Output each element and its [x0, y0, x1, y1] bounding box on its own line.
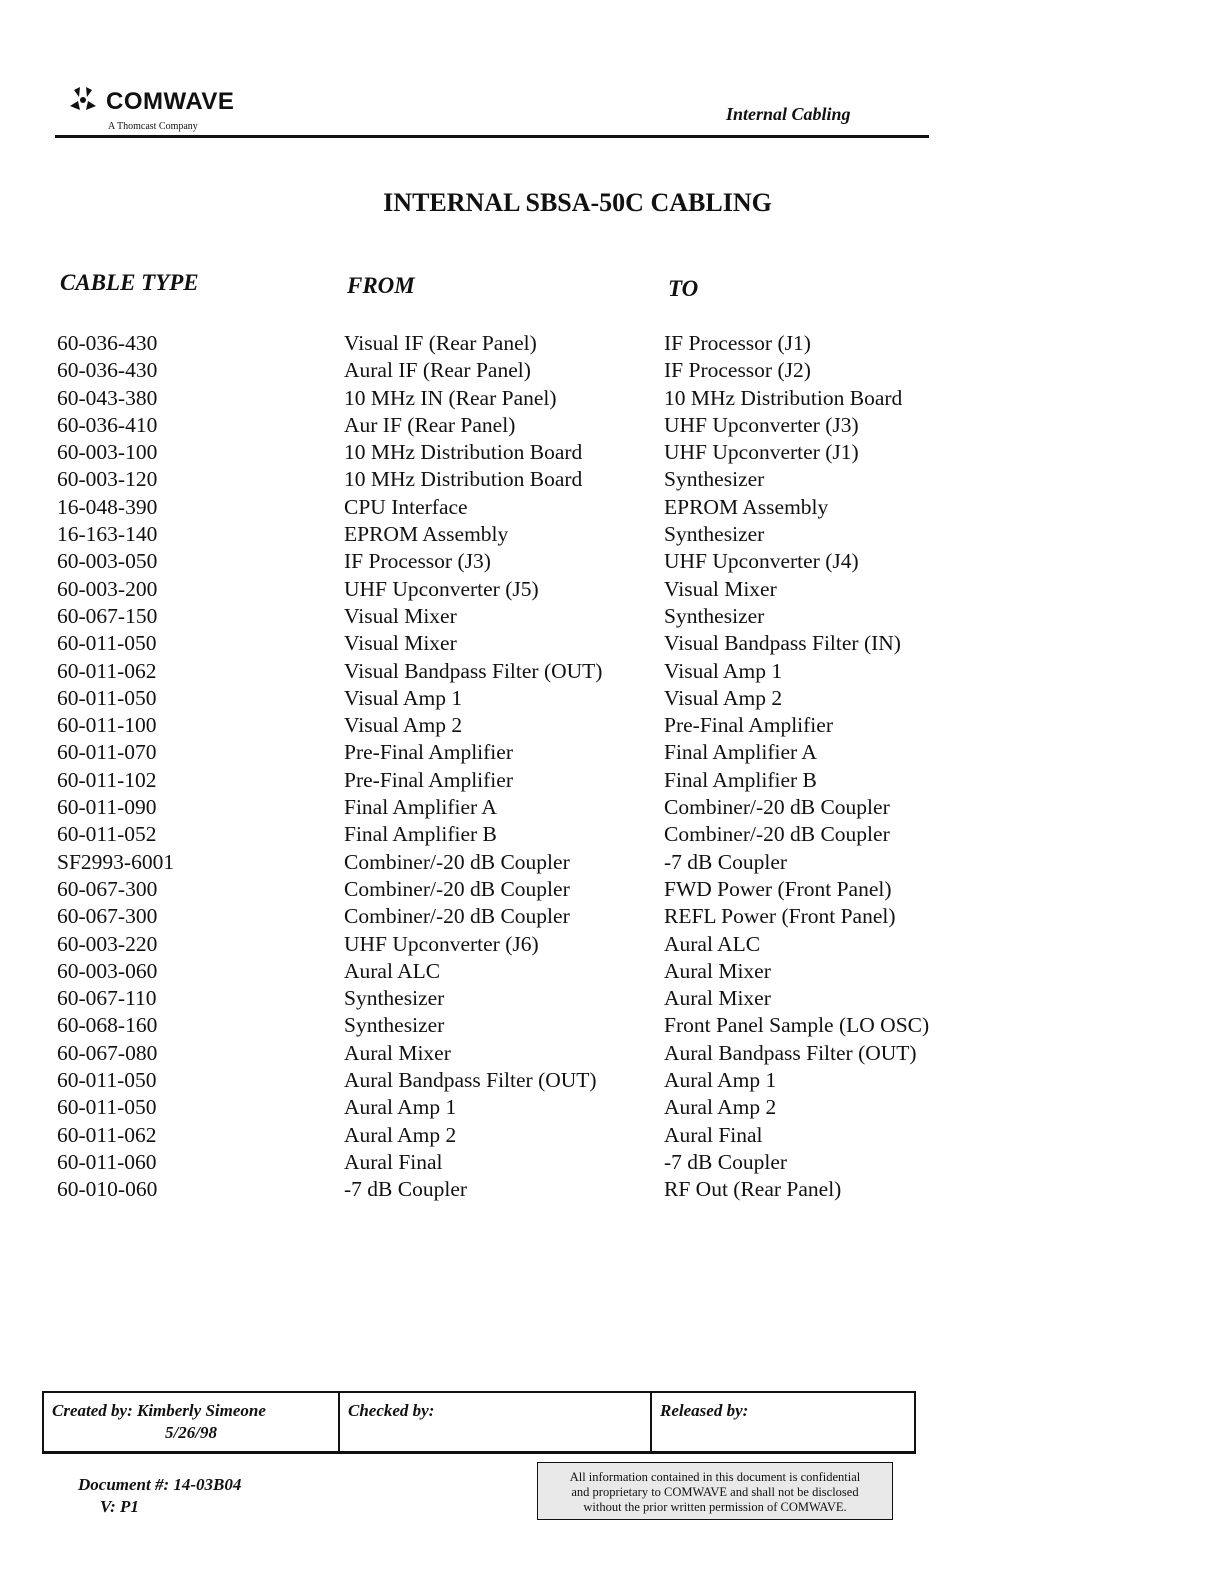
table-row [0, 412, 1224, 439]
table-row [0, 739, 1224, 766]
to-cell: Visual Mixer [664, 576, 777, 601]
table-row [0, 685, 1224, 712]
confidentiality-line: without the prior written permission of COMWAVE. [583, 1500, 847, 1514]
confidentiality-notice [537, 1462, 893, 1520]
to-cell: Aural Mixer [664, 958, 771, 983]
table-row [0, 1094, 1224, 1121]
cable-type-cell: 60-011-050 [57, 631, 157, 656]
comwave-logo-icon [66, 84, 100, 119]
from-cell: Visual Mixer [344, 603, 457, 628]
revision: V: P1 [100, 1497, 139, 1516]
cable-type-cell: 60-067-300 [57, 904, 158, 929]
released-by-cell [652, 1393, 914, 1451]
to-cell: Synthesizer [664, 603, 765, 628]
cable-type-cell: 60-011-060 [57, 1149, 157, 1174]
from-cell: IF Processor (J3) [344, 549, 491, 574]
table-row [0, 1067, 1224, 1094]
confidentiality-line: and proprietary to COMWAVE and shall not be disclosed [571, 1485, 859, 1499]
cable-type-cell: 60-011-062 [57, 1122, 157, 1147]
from-cell: Aur IF (Rear Panel) [344, 412, 516, 437]
to-cell: Synthesizer [664, 467, 765, 492]
from-cell: Combiner/-20 dB Coupler [344, 849, 570, 874]
table-row [0, 521, 1224, 548]
to-cell: Final Amplifier B [664, 767, 817, 792]
cable-type-cell: 60-003-060 [57, 958, 158, 983]
from-cell: Aural Amp 1 [344, 1095, 457, 1120]
cable-type-cell: 60-036-430 [57, 358, 158, 383]
from-cell: 10 MHz Distribution Board [344, 440, 583, 465]
to-cell: Aural Amp 2 [664, 1095, 777, 1120]
created-date: 5/26/98 [165, 1423, 217, 1442]
cable-type-cell: 60-011-100 [57, 713, 157, 738]
from-cell: 10 MHz Distribution Board [344, 467, 583, 492]
confidentiality-line: All information contained in this document is confidential [569, 1470, 861, 1484]
from-cell: Combiner/-20 dB Coupler [344, 876, 570, 901]
from-cell: Pre-Final Amplifier [344, 740, 513, 765]
table-row [0, 548, 1224, 575]
cable-type-cell: 60-011-090 [57, 795, 157, 820]
column-header-from: FROM [347, 273, 415, 298]
table-row [0, 1040, 1224, 1067]
cable-type-cell: 60-067-080 [57, 1040, 158, 1065]
table-row [0, 630, 1224, 657]
table-row [0, 876, 1224, 903]
created-by-cell [44, 1393, 340, 1451]
company-logo [66, 84, 234, 132]
brand-subtitle: A Thomcast Company [108, 121, 198, 132]
table-row [0, 439, 1224, 466]
section-title: Internal Cabling [726, 104, 851, 124]
cable-type-cell: 60-011-050 [57, 1068, 157, 1093]
from-cell: UHF Upconverter (J6) [344, 931, 539, 956]
cable-type-cell: 60-011-062 [57, 658, 157, 683]
to-cell: -7 dB Coupler [664, 849, 788, 874]
cable-type-cell: 60-003-200 [57, 576, 158, 601]
from-cell: Final Amplifier B [344, 822, 497, 847]
table-row [0, 330, 1224, 357]
to-cell: IF Processor (J2) [664, 358, 811, 383]
to-cell: Pre-Final Amplifier [664, 713, 833, 738]
to-cell: RF Out (Rear Panel) [664, 1177, 842, 1202]
cabling-table [0, 330, 1224, 1204]
table-row [0, 849, 1224, 876]
cable-type-cell: 60-003-100 [57, 440, 158, 465]
to-cell: EPROM Assembly [664, 494, 829, 519]
to-cell: Visual Bandpass Filter (IN) [664, 631, 901, 656]
from-cell: Visual Bandpass Filter (OUT) [344, 658, 603, 683]
checked-by-label: Checked by: [348, 1401, 435, 1420]
cable-type-cell: 60-067-150 [57, 603, 158, 628]
released-by-label: Released by: [660, 1401, 749, 1420]
to-cell: UHF Upconverter (J4) [664, 549, 859, 574]
from-cell: Aural Bandpass Filter (OUT) [344, 1068, 597, 1093]
cable-type-cell: 60-036-430 [57, 331, 158, 355]
table-row [0, 357, 1224, 384]
from-cell: Aural IF (Rear Panel) [344, 358, 531, 383]
header-divider [55, 135, 929, 138]
from-cell: Visual IF (Rear Panel) [344, 331, 537, 355]
to-cell: REFL Power (Front Panel) [664, 904, 896, 929]
cable-type-cell: 16-163-140 [57, 522, 158, 547]
cable-type-cell: 60-067-300 [57, 876, 158, 901]
table-row [0, 1012, 1224, 1039]
cable-type-cell: 60-010-060 [57, 1177, 158, 1202]
cable-type-cell: SF2993-6001 [57, 849, 175, 874]
from-cell: CPU Interface [344, 494, 468, 519]
brand-name: COMWAVE [106, 87, 235, 115]
table-row [0, 821, 1224, 848]
cable-type-cell: 60-011-070 [57, 740, 157, 765]
to-cell: Final Amplifier A [664, 740, 817, 765]
to-cell: Combiner/-20 dB Coupler [664, 822, 890, 847]
from-cell: Aural ALC [344, 958, 441, 983]
table-row [0, 1149, 1224, 1176]
cable-type-cell: 60-003-050 [57, 549, 158, 574]
from-cell: Synthesizer [344, 1013, 445, 1038]
from-cell: Combiner/-20 dB Coupler [344, 904, 570, 929]
to-cell: Visual Amp 1 [664, 658, 783, 683]
table-row [0, 466, 1224, 493]
signoff-box [42, 1391, 916, 1454]
table-row [0, 494, 1224, 521]
to-cell: 10 MHz Distribution Board [664, 385, 903, 410]
to-cell: Aural ALC [664, 931, 761, 956]
cable-type-cell: 60-067-110 [57, 986, 157, 1011]
cable-type-cell: 60-011-050 [57, 1095, 157, 1120]
to-cell: Visual Amp 2 [664, 685, 783, 710]
to-cell: IF Processor (J1) [664, 331, 811, 355]
cable-type-cell: 60-011-050 [57, 685, 157, 710]
from-cell: Pre-Final Amplifier [344, 767, 513, 792]
column-header-to: TO [668, 276, 699, 301]
document-title: INTERNAL SBSA-50C CABLING [383, 188, 772, 217]
from-cell: Synthesizer [344, 986, 445, 1011]
to-cell: -7 dB Coupler [664, 1149, 788, 1174]
to-cell: UHF Upconverter (J3) [664, 412, 859, 437]
table-row [0, 794, 1224, 821]
cable-type-cell: 16-048-390 [57, 494, 158, 519]
cable-type-cell: 60-068-160 [57, 1013, 158, 1038]
table-row [0, 903, 1224, 930]
to-cell: Front Panel Sample (LO OSC) [664, 1013, 930, 1038]
created-by-label: Created by: Kimberly Simeone [52, 1401, 266, 1420]
from-cell: UHF Upconverter (J5) [344, 576, 539, 601]
to-cell: FWD Power (Front Panel) [664, 876, 892, 901]
to-cell: Synthesizer [664, 522, 765, 547]
from-cell: Aural Amp 2 [344, 1122, 457, 1147]
from-cell: Aural Final [344, 1149, 443, 1174]
checked-by-cell [340, 1393, 652, 1451]
table-row [0, 712, 1224, 739]
from-cell: Aural Mixer [344, 1040, 451, 1065]
table-row [0, 1122, 1224, 1149]
to-cell: Aural Amp 1 [664, 1068, 777, 1093]
from-cell: -7 dB Coupler [344, 1177, 468, 1202]
cable-type-cell: 60-043-380 [57, 385, 158, 410]
cable-type-cell: 60-003-220 [57, 931, 158, 956]
document-number: Document #: 14-03B04 [78, 1475, 242, 1494]
from-cell: Final Amplifier A [344, 795, 497, 820]
cable-type-cell: 60-011-102 [57, 767, 157, 792]
table-row [0, 767, 1224, 794]
table-row [0, 658, 1224, 685]
to-cell: Aural Mixer [664, 986, 771, 1011]
table-row [0, 958, 1224, 985]
from-cell: Visual Amp 1 [344, 685, 463, 710]
cable-type-cell: 60-036-410 [57, 412, 158, 437]
document-number-block [78, 1474, 241, 1518]
to-cell: Aural Bandpass Filter (OUT) [664, 1040, 917, 1065]
cable-type-cell: 60-011-052 [57, 822, 157, 847]
table-row [0, 985, 1224, 1012]
table-row [0, 1176, 1224, 1203]
table-row [0, 931, 1224, 958]
cable-type-cell: 60-003-120 [57, 467, 158, 492]
to-cell: Combiner/-20 dB Coupler [664, 795, 890, 820]
from-cell: Visual Amp 2 [344, 713, 463, 738]
column-header-cable-type: CABLE TYPE [60, 270, 199, 295]
table-row [0, 385, 1224, 412]
from-cell: Visual Mixer [344, 631, 457, 656]
table-row [0, 576, 1224, 603]
table-row [0, 603, 1224, 630]
to-cell: Aural Final [664, 1122, 763, 1147]
to-cell: UHF Upconverter (J1) [664, 440, 859, 465]
from-cell: EPROM Assembly [344, 522, 509, 547]
from-cell: 10 MHz IN (Rear Panel) [344, 385, 557, 410]
